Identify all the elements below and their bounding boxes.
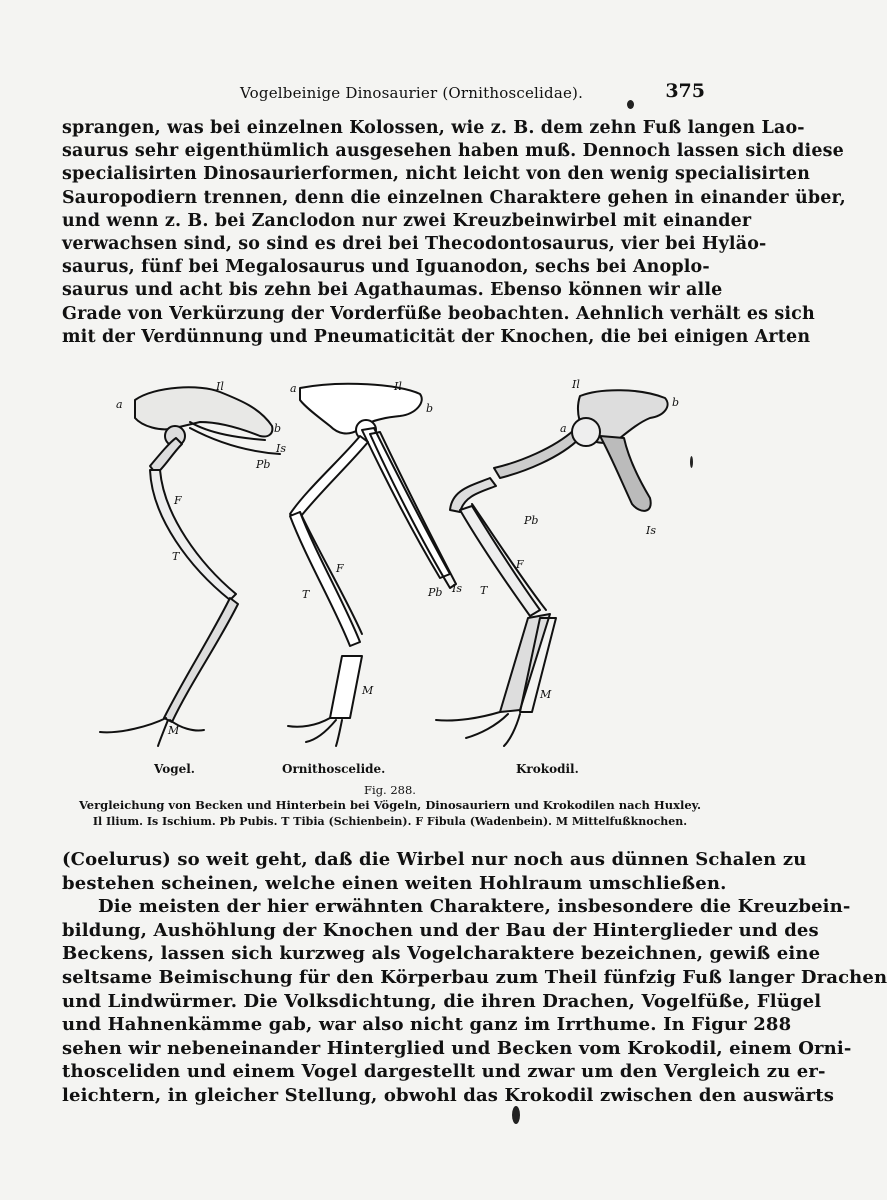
figure-288 [78, 378, 702, 828]
label-bird-pb: Pb [256, 458, 271, 471]
label-orn-a: a [290, 382, 297, 395]
running-title: Vogelbeinige Dinosaurier (Ornithoscelidae). [240, 84, 584, 102]
text-line: saurus, fünf bei Megalosaurus und Iguanodon, sechs bei Anoplo- [62, 257, 710, 278]
label-orn-is: Is [452, 582, 462, 595]
bird-skeleton [100, 387, 280, 746]
text-line: Sauropodiern trennen, denn die einzelnen Charaktere gehen in einander über, [62, 187, 846, 208]
text-line: seltsame Beimischung für den Körperbau zum Theil fünfzig Fuß langer Drachen [62, 966, 887, 988]
panel-caption-vogel: Vogel. [154, 762, 195, 776]
text-line: Die meisten der hier erwähnten Charaktere, insbesondere die Kreuzbein- [98, 896, 851, 918]
text-line: und Lindwürmer. Die Volksdichtung, die ihren Drachen, Vogelfüße, Flügel [62, 990, 822, 1012]
skeleton-illustration [80, 378, 700, 758]
label-croc-a: a [560, 422, 567, 435]
label-orn-f: F [336, 562, 344, 575]
label-croc-is: Is [646, 524, 656, 537]
text-line: mit der Verdünnung und Pneumaticität der Knochen, die bei einigen Arten [62, 326, 811, 347]
page-number: 375 [665, 80, 705, 102]
text-line: leichtern, in gleicher Stellung, obwohl das Krokodil zwischen den auswärts [62, 1084, 835, 1106]
label-bird-m: M [168, 724, 180, 737]
text-line: saurus und acht bis zehn bei Agathaumas. Ebenso können wir alle [62, 280, 723, 301]
text-line: thosceliden und einem Vogel dargestellt und zwar um den Vergleich zu er- [62, 1061, 826, 1083]
figure-caption: Vergleichung von Becken und Hinterbein bei Vögeln, Dinosauriern und Krokodilen nach Huxley. [78, 798, 702, 812]
text-line: bestehen scheinen, welche einen weiten Hohlraum umschließen. [62, 872, 727, 894]
label-bird-f: F [174, 494, 182, 507]
text-line: sehen wir nebeneinander Hinterglied und Becken vom Krokodil, einem Orni- [62, 1037, 852, 1059]
text-line: (Coelurus) so weit geht, daß die Wirbel nur noch aus dünnen Schalen zu [62, 849, 807, 870]
text-block-bottom [62, 848, 887, 1108]
text-line: saurus sehr eigenthümlich ausgesehen haben muß. Dennoch lassen sich diese [62, 141, 844, 162]
label-orn-il: Il [394, 380, 402, 393]
text-line: verwachsen sind, so sind es drei bei Thecodontosaurus, vier bei Hyläo- [62, 234, 767, 255]
label-bird-a: a [116, 398, 123, 411]
label-bird-t: T [172, 550, 180, 563]
text-line: sprangen, was bei einzelnen Kolossen, wie z. B. dem zehn Fuß langen Lao- [62, 118, 805, 138]
ink-smudge [627, 100, 634, 109]
text-line: Grade von Verkürzung der Vorderfüße beobachten. Aehnlich verhält es sich [62, 303, 815, 324]
label-orn-b: b [426, 402, 434, 415]
text-line: und Hahnenkämme gab, war also nicht ganz im Irrthume. In Figur 288 [62, 1014, 792, 1036]
label-bird-b: b [274, 422, 282, 435]
label-orn-pb: Pb [428, 586, 443, 599]
label-bird-is: Is [276, 442, 286, 455]
label-croc-f: F [516, 558, 524, 571]
label-croc-m: M [540, 688, 552, 701]
krokodil-skeleton [436, 390, 668, 746]
running-head [60, 80, 705, 108]
figure-number: Fig. 288. [364, 783, 416, 797]
label-croc-pb: Pb [524, 514, 539, 527]
panel-caption-krokodil: Krokodil. [516, 762, 579, 776]
label-croc-b: b [672, 396, 680, 409]
label-orn-t: T [302, 588, 310, 601]
ink-smudge [690, 456, 693, 468]
text-line: und wenn z. B. bei Zanclodon nur zwei Kreuzbeinwirbel mit einander [62, 210, 752, 231]
label-bird-il: Il [216, 380, 224, 393]
ink-smudge [512, 1106, 520, 1124]
label-croc-il: Il [572, 378, 580, 391]
figure-legend: Il Ilium. Is Ischium. Pb Pubis. T Tibia (Schienbein). F Fibula (Wadenbein). M Mittelfußknochen. [92, 815, 688, 828]
text-block-top [62, 117, 846, 349]
text-line: Beckens, lassen sich kurzweg als Vogelcharaktere bezeichnen, gewiß eine [62, 943, 821, 965]
label-orn-m: M [362, 684, 374, 697]
text-line: bildung, Aushöhlung der Knochen und der Bau der Hinterglieder und des [62, 919, 819, 941]
text-line: specialisirten Dinosaurierformen, nicht leicht von den wenig specialisirten [62, 164, 810, 185]
panel-caption-ornithoscelide: Ornithoscelide. [282, 762, 386, 776]
label-croc-t: T [480, 584, 488, 597]
